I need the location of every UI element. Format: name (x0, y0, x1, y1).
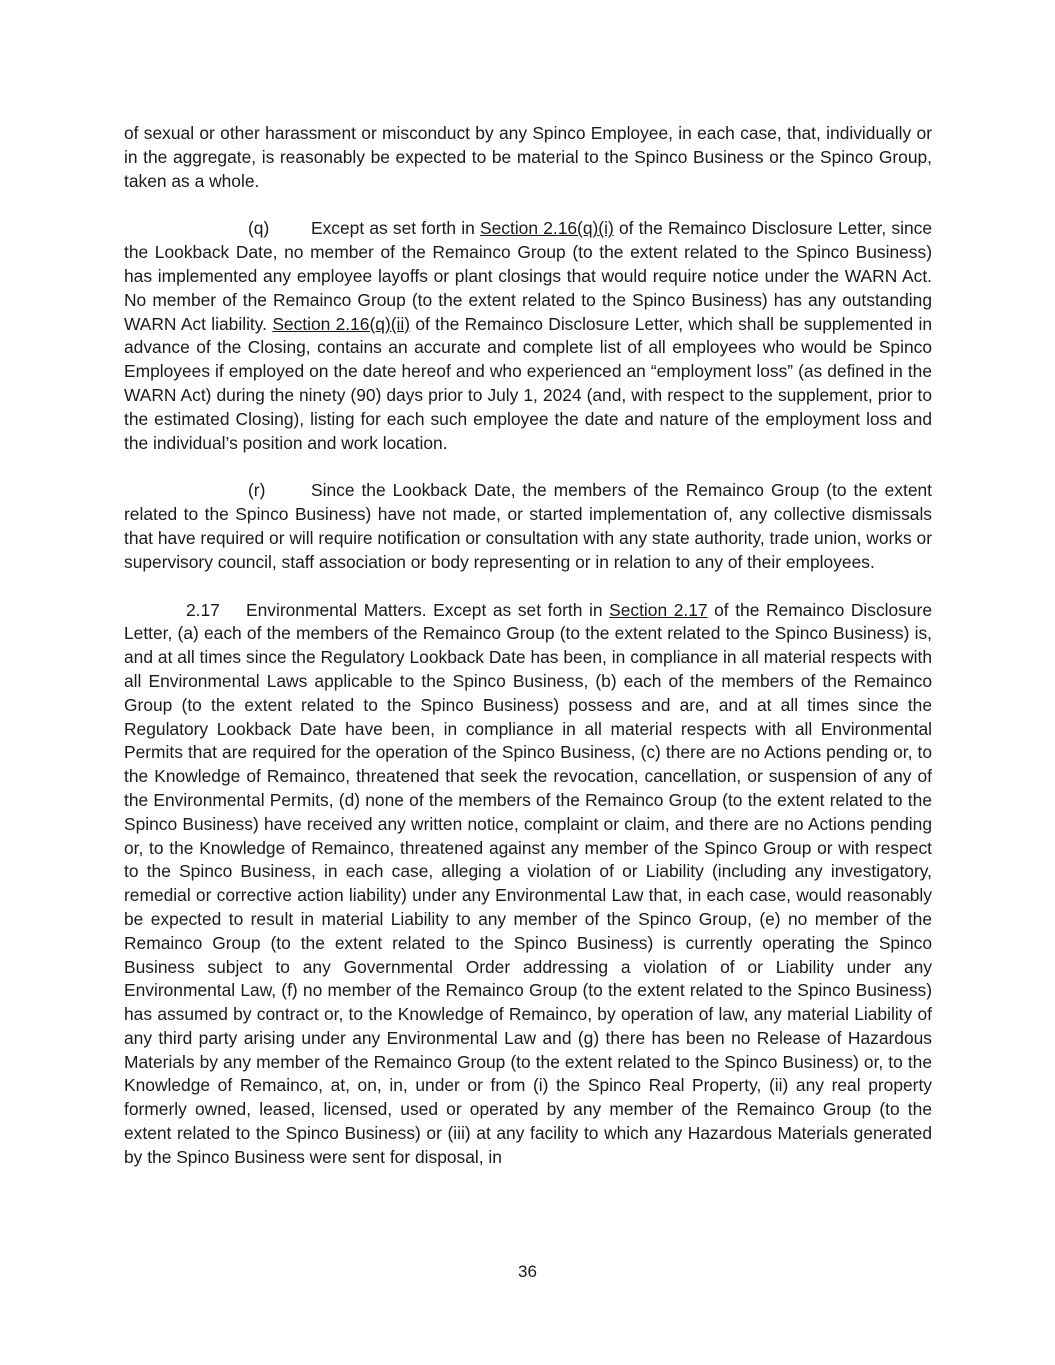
section-2-17 (124, 599, 932, 1170)
clause-label-r: (r) (248, 480, 266, 501)
section-ref-2-16-q-i: Section 2.16(q)(i) (480, 218, 614, 239)
section-ref-2-17: Section 2.17 (609, 599, 708, 620)
paragraph-r-text: Since the Lookback Date, the members of the Remainco Group (to the extent related to the Spinco Business) have not made, or started implementation of, any collective dismissals that have required or will require notification or consultation with any state authority, trade union, works or supervisory council, staff association or body representing or in relation to any of their employees. (124, 480, 932, 572)
section-ref-2-16-q-ii: Section 2.16(q)(ii) (272, 313, 411, 334)
section-number: 2.17 (186, 599, 220, 620)
page-number: 36 (518, 1262, 537, 1281)
paragraph-q-text-3: of the Remainco Disclosure Letter, which shall be supplemented in advance of the Closing, contains an accurate and complete list of all employees who would be Spinco Employees if employed on the date hereof and who experienced an “employment loss” (as defined in the WARN Act) during the ninety (90) days prior to July 1, 2024 (and, with respect to the supplement, prior to the estimated Closing), listing for each such employee the date and nature of the employment loss and the individual’s position and work location. (124, 313, 932, 453)
paragraph-r (124, 479, 932, 574)
paragraph-q-text-2: of the Remainco Disclosure Letter, since the Lookback Date, no member of the Remainco Group (to the extent related to the Spinco Business) has implemented any employee layoffs or plant closings that would require notice under the WARN Act. No member of the Remainco Group (to the extent related to the Spinco Business) has any outstanding WARN Act liability. (124, 218, 932, 334)
paragraph-intro (124, 122, 932, 193)
section-heading: Environmental Matters (246, 599, 422, 620)
section-2-17-text-2: of the Remainco Disclosure Letter, (a) each of the members of the Remainco Group (to the extent related to the Spinco Business) is, and at all times since the Regulatory Lookback Date has been, in compliance in all material respects with all Environmental Laws applicable to the Spinco Business, (b) each of the members of the Remainco Group (to the extent related to the Spinco Business) possess and are, and at all times since the Regulatory Lookback Date have been, in compliance in all material respects with all Environmental Permits that are required for the operation of the Spinco Business, (c) there are no Actions pending or, to the Knowledge of Remainco, threatened that seek the revocation, cancellation, or suspension of any of the Environmental Permits, (d) none of the members of the Remainco Group (to the extent related to the Spinco Business) have received any written notice, complaint or claim, and there are no Actions pending or, to the Knowledge of Remainco, threatened against any member of the Spinco Group or with respect to the Spinco Business, in each case, alleging a violation of or Liability (including any investigatory, remedial or corrective action liability) under any Environmental Law that, in each case, would reasonably be expected to result in material Liability to any member of the Spinco Group, (e) no member of the Remainco Group (to the extent related to the Spinco Business) is currently operating the Spinco Business subject to any Governmental Order addressing a violation of or Liability under any Environmental Law, (f) no member of the Remainco Group (to the extent related to the Spinco Business) has assumed by contract or, to the Knowledge of Remainco, by operation of law, any material Liability of any third party arising under any Environmental Law and (g) there has been no Release of Hazardous Materials by any member of the Remainco Group (to the extent related to the Spinco Business) or, to the Knowledge of Remainco, at, on, in, under or from (i) the Spinco Real Property, (ii) any real property formerly owned, leased, licensed, used or operated by any member of the Remainco Group (to the extent related to the Spinco Business) or (iii) at any facility to which any Hazardous Materials generated by the Spinco Business were sent for disposal, in (124, 599, 933, 1167)
document-page (124, 122, 932, 1170)
clause-label-q: (q) (248, 218, 270, 239)
paragraph-q (124, 217, 932, 455)
paragraph-intro-text: of sexual or other harassment or misconduct by any Spinco Employee, in each case, that, individually or in the aggregate, is reasonably be expected to be material to the Spinco Business or the Spinco Group, taken as a whole. (124, 123, 932, 191)
paragraph-q-text-1: Except as set forth in (311, 218, 481, 239)
section-2-17-text-1: . Except as set forth in (421, 599, 610, 620)
